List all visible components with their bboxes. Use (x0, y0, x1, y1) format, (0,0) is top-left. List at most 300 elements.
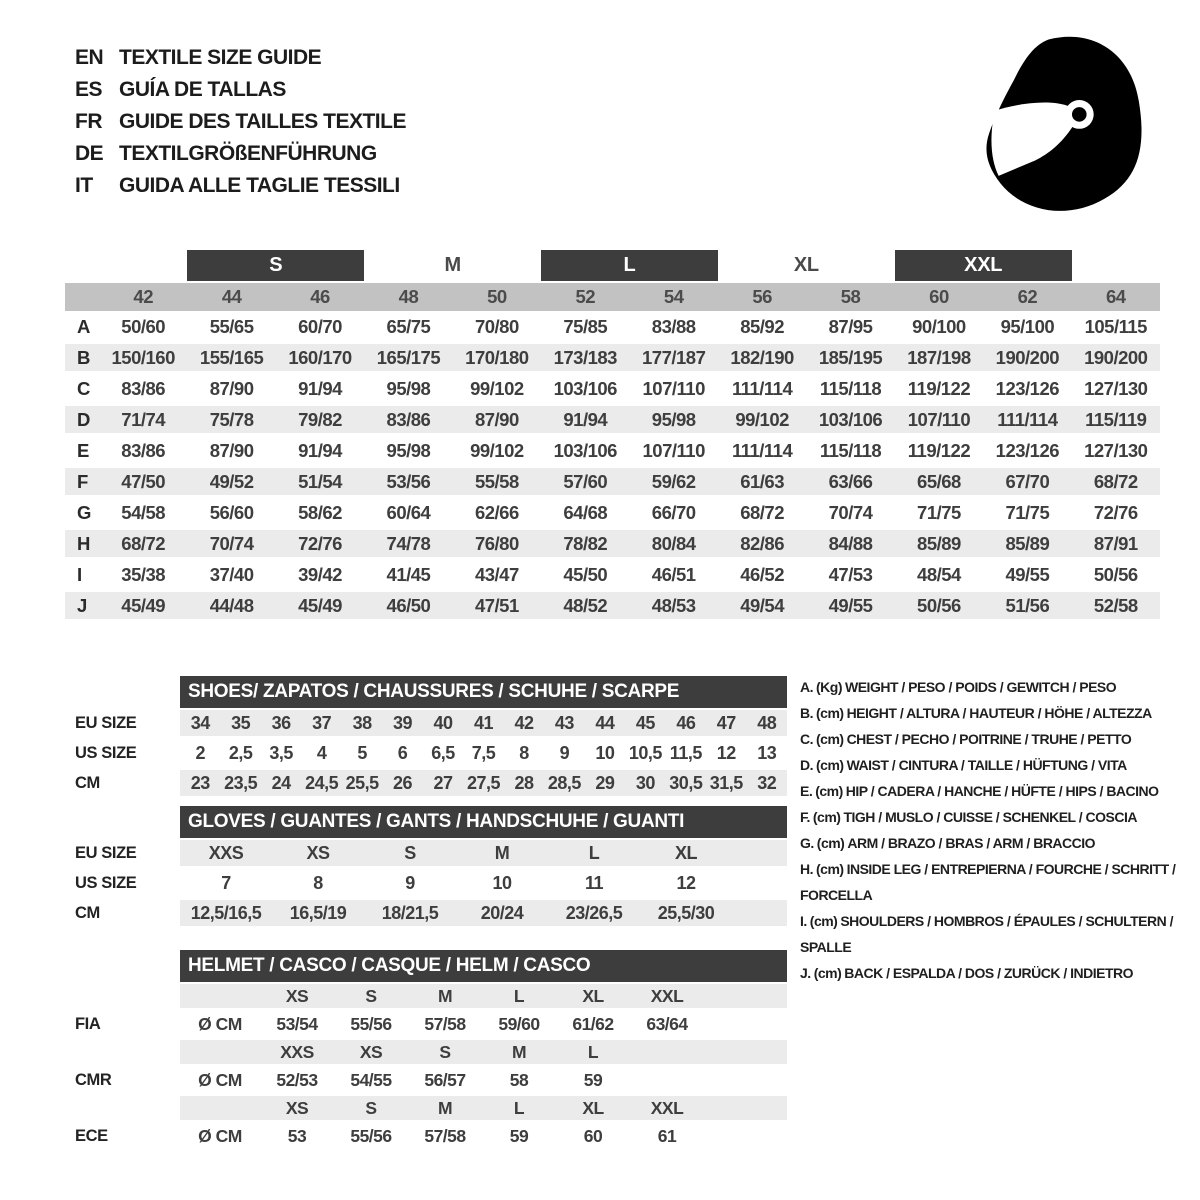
table-row (65, 435, 1160, 466)
table-cell: 9 (405, 872, 415, 893)
table-cell: 71/75 (917, 501, 961, 523)
legend-unit: (cm) (816, 835, 845, 851)
table-cell: 173/183 (553, 346, 617, 368)
legend-key: H. (800, 861, 813, 877)
row-values (180, 768, 787, 798)
legend-text: HIP / CADERA / HANCHE / HÜFTE / HIPS / BACINO (845, 783, 1159, 799)
size-group-header-row (65, 250, 1160, 281)
size-label: M (437, 1097, 453, 1118)
language-title: GUIDA ALLE TAGLIE TESSILI (119, 174, 400, 197)
table-cell: 165/175 (376, 346, 441, 368)
table-cell: 75/78 (209, 408, 254, 430)
table-cell: 53/56 (386, 470, 431, 492)
table-cell: 48/54 (917, 563, 961, 585)
gloves-table-rows (65, 838, 787, 928)
language-code: ES (75, 78, 103, 101)
table-cell: 6,5 (431, 742, 455, 763)
size-label: L (587, 1041, 599, 1062)
table-cell: 47/53 (828, 563, 873, 585)
racing-helmet-icon (963, 28, 1161, 220)
size-group-xxl: XXL (895, 250, 1072, 281)
table-cell: M (494, 842, 510, 863)
size-number-row (65, 283, 1160, 311)
table-cell: 62/66 (474, 501, 519, 523)
table-cell: 127/130 (1084, 439, 1148, 461)
language-title-row (75, 42, 406, 74)
table-cell: XS (306, 842, 330, 863)
size-label: L (513, 1097, 525, 1118)
row-label (65, 982, 180, 1010)
table-cell: 95/98 (386, 439, 431, 461)
table-cell: 12 (676, 872, 696, 893)
row-label (65, 1038, 180, 1066)
legend-text: ARM / BRAZO / BRAS / ARM / BRACCIO (847, 835, 1096, 851)
table-cell: 59 (509, 1125, 529, 1146)
table-cell: 53 (287, 1125, 307, 1146)
legend-key: J. (800, 965, 811, 981)
table-cell: 119/122 (907, 377, 971, 399)
language-code: EN (75, 46, 104, 69)
legend-text: BACK / ESPALDA / DOS / ZURÜCK / INDIETRO (844, 965, 1134, 981)
size-column-header: 60 (929, 286, 949, 307)
table-cell: 59/62 (651, 470, 696, 492)
row-values (180, 708, 787, 738)
helmet-values-row (65, 1010, 787, 1038)
size-group-m: M (444, 254, 461, 276)
table-cell: 27,5 (466, 772, 501, 793)
helmet-size-table (65, 950, 787, 1150)
table-cell: 71/75 (1005, 501, 1050, 523)
measurement-legend (800, 674, 1188, 986)
size-label: XL (582, 1097, 604, 1118)
table-cell: 31,5 (709, 772, 743, 793)
table-cell: 107/110 (642, 439, 705, 461)
table-cell: 68/72 (740, 501, 785, 523)
size-group-xl: XL (793, 254, 819, 276)
table-cell: 30 (635, 772, 655, 793)
table-cell: 57/58 (424, 1125, 466, 1146)
size-column-header: 42 (133, 286, 153, 307)
table-cell: 83/86 (121, 439, 166, 461)
table-cell: 44 (595, 712, 615, 733)
table-cell: 170/180 (465, 346, 529, 368)
row-label: EU SIZE (75, 843, 137, 862)
table-cell: 9 (559, 742, 570, 763)
table-cell: 11 (584, 872, 604, 893)
row-label (65, 1094, 180, 1122)
table-cell: 61 (657, 1125, 677, 1146)
table-cell: 84/88 (828, 532, 873, 554)
legend-key: F. (800, 809, 810, 825)
table-cell: 50/56 (1093, 563, 1138, 585)
legend-unit: (cm) (812, 809, 841, 825)
row-label: B (77, 346, 90, 368)
table-cell: 50/56 (917, 594, 961, 616)
table-cell: 51/54 (298, 470, 342, 492)
table-cell: 57/60 (563, 470, 608, 492)
legend-item (800, 830, 1188, 856)
table-cell: 65/75 (386, 315, 431, 337)
table-cell: 49/54 (740, 594, 785, 616)
row-label: US SIZE (75, 743, 137, 762)
table-cell: 29 (595, 772, 615, 793)
table-cell: 36 (271, 712, 291, 733)
table-row (65, 590, 1160, 621)
row-label: I (77, 563, 82, 585)
table-cell: 53/54 (276, 1013, 318, 1034)
row-label: EU SIZE (75, 713, 137, 732)
table-row (65, 404, 1160, 435)
table-cell: 123/126 (995, 439, 1060, 461)
legend-text: INSIDE LEG / ENTREPIERNA / FOURCHE / SCHRITT / FORCELLA (800, 861, 1176, 903)
table-cell: 55/56 (350, 1125, 392, 1146)
table-cell: 23/26,5 (565, 902, 623, 923)
table-cell: 52/53 (276, 1069, 318, 1090)
table-cell: L (588, 842, 600, 863)
table-cell: 107/110 (907, 408, 971, 430)
corner-cell (65, 283, 99, 311)
row-label: CMR (75, 1070, 112, 1089)
row-label: US SIZE (75, 873, 137, 892)
table-cell: 45/49 (121, 594, 166, 616)
legend-text: CHEST / PECHO / POITRINE / TRUHE / PETTO (846, 731, 1132, 747)
table-cell: 24,5 (305, 772, 339, 793)
row-label: H (77, 532, 90, 554)
table-cell: 85/92 (740, 315, 785, 337)
size-column-header: 46 (310, 286, 330, 307)
size-label: XS (285, 1097, 309, 1118)
row-values (180, 838, 787, 868)
table-cell: 23 (190, 772, 210, 793)
table-cell: 90/100 (912, 315, 966, 337)
legend-unit: (Kg) (816, 679, 842, 695)
legend-unit: (cm) (816, 861, 844, 877)
row-label: ECE (75, 1126, 108, 1145)
size-label: XXL (650, 985, 684, 1006)
table-cell: 25,5 (345, 772, 379, 793)
table-cell: 11,5 (669, 742, 702, 763)
table-cell: 85/89 (917, 532, 961, 554)
table-cell: 79/82 (298, 408, 342, 430)
helmet-values-row (65, 1122, 787, 1150)
table-cell: 42 (514, 712, 534, 733)
table-cell: 99/102 (470, 377, 524, 399)
table-cell: 39 (393, 712, 413, 733)
language-title-row (75, 74, 406, 106)
unit-label: Ø CM (198, 1013, 242, 1034)
legend-unit: (cm) (809, 913, 838, 929)
table-cell: 83/86 (386, 408, 431, 430)
table-cell: 8 (519, 742, 529, 763)
table-cell: 7 (221, 872, 231, 893)
table-cell: 10 (492, 872, 512, 893)
unit-label: Ø CM (198, 1069, 242, 1090)
table-cell: 64/68 (563, 501, 608, 523)
table-cell (630, 1066, 704, 1094)
legend-key: A. (800, 679, 813, 695)
row-label: D (77, 408, 90, 430)
table-cell: 57/58 (424, 1013, 466, 1034)
table-cell: 45 (635, 712, 655, 733)
table-cell (180, 1096, 260, 1120)
table-cell: 58 (509, 1069, 529, 1090)
table-cell: 28,5 (547, 772, 581, 793)
row-label: A (77, 315, 90, 337)
table-cell: 49/52 (209, 470, 254, 492)
table-cell: 45/50 (563, 563, 608, 585)
row-label: F (77, 470, 88, 492)
table-cell: 91/94 (298, 439, 342, 461)
table-cell: 8 (313, 872, 323, 893)
table-cell: 10 (595, 742, 615, 763)
table-cell: 55/56 (350, 1013, 392, 1034)
table-cell: 46/50 (386, 594, 431, 616)
table-cell: 55/65 (209, 315, 254, 337)
table-cell: 2,5 (228, 742, 253, 763)
language-code: DE (75, 142, 104, 165)
helmet-table-title: HELMET / CASCO / CASQUE / HELM / CASCO (180, 950, 787, 982)
table-cell: 16,5/19 (289, 902, 347, 923)
table-cell: 56/60 (209, 501, 254, 523)
table-cell: 23,5 (224, 772, 258, 793)
table-cell: 105/115 (1084, 315, 1147, 337)
table-cell: 41/45 (386, 563, 431, 585)
table-cell: 61/62 (572, 1013, 614, 1034)
size-column-header: 50 (487, 286, 507, 307)
table-cell: 155/165 (199, 346, 264, 368)
table-row (65, 708, 787, 738)
table-cell: 32 (757, 772, 777, 793)
table-row (65, 898, 787, 928)
size-label: XS (359, 1041, 383, 1062)
table-cell: 83/86 (121, 377, 166, 399)
table-cell: 46/52 (740, 563, 785, 585)
table-cell: 60/70 (298, 315, 342, 337)
table-cell: 37/40 (209, 563, 254, 585)
table-cell: 12,5/16,5 (190, 902, 262, 923)
language-title-row (75, 170, 406, 202)
table-cell: 87/91 (1093, 532, 1138, 554)
table-cell: 4 (316, 742, 327, 763)
table-cell: 70/74 (828, 501, 873, 523)
helmet-values-row (65, 1066, 787, 1094)
table-cell: 80/84 (651, 532, 696, 554)
table-cell: XL (674, 842, 697, 863)
size-group-s: S (187, 250, 364, 281)
table-cell: 47 (716, 712, 736, 733)
measurement-rows (65, 311, 1160, 621)
language-title-row (75, 106, 406, 138)
language-title: TEXTILGRÖßENFÜHRUNG (119, 142, 377, 165)
table-row (65, 738, 787, 768)
legend-key: C. (800, 731, 813, 747)
table-cell: 63/66 (828, 470, 873, 492)
size-label: S (365, 1097, 377, 1118)
table-cell: 2 (195, 742, 205, 763)
table-cell: 60/64 (386, 501, 431, 523)
table-cell: 103/106 (818, 408, 883, 430)
table-cell: 59/60 (498, 1013, 540, 1034)
helmet-sizes-row (65, 1094, 787, 1122)
row-values (180, 868, 787, 898)
size-label: XL (582, 985, 604, 1006)
legend-key: D. (800, 757, 813, 773)
row-label: CM (75, 903, 100, 922)
table-cell: 160/170 (288, 346, 352, 368)
legend-item (800, 726, 1188, 752)
table-cell: 123/126 (995, 377, 1060, 399)
shoes-size-table (65, 676, 787, 798)
row-values (180, 738, 787, 768)
size-label: XS (285, 985, 309, 1006)
size-column-header: 48 (398, 286, 419, 307)
size-label: XXL (650, 1097, 684, 1118)
row-values (180, 1066, 787, 1094)
size-label (630, 1040, 704, 1064)
legend-item (800, 700, 1188, 726)
row-label: E (77, 439, 89, 461)
row-values (180, 1122, 787, 1150)
table-cell: 41 (473, 712, 493, 733)
table-cell: 111/114 (997, 408, 1058, 430)
legend-key: E. (800, 783, 813, 799)
table-cell: 76/80 (474, 532, 519, 554)
row-values (180, 1038, 787, 1066)
table-cell: 115/118 (819, 439, 882, 461)
legend-unit: (cm) (816, 757, 844, 773)
language-title-row (75, 138, 406, 170)
table-cell: 37 (312, 712, 332, 733)
size-group-l: L (541, 250, 718, 281)
helmet-sizes-row (65, 1038, 787, 1066)
table-cell: 7,5 (471, 742, 496, 763)
table-cell: 187/198 (907, 346, 971, 368)
table-cell: 39/42 (298, 563, 342, 585)
table-cell: 111/114 (731, 439, 793, 461)
legend-key: B. (800, 705, 813, 721)
table-cell: 48/53 (651, 594, 696, 616)
table-cell: 48 (757, 712, 777, 733)
table-cell: 26 (393, 772, 413, 793)
size-column-header: 52 (575, 286, 596, 307)
table-cell: 49/55 (1005, 563, 1050, 585)
table-cell: 72/76 (1093, 501, 1138, 523)
table-row (65, 311, 1160, 342)
table-cell: 67/70 (1005, 470, 1050, 492)
table-cell: 68/72 (121, 532, 166, 554)
table-cell: 52/58 (1093, 594, 1138, 616)
size-column-header: 64 (1105, 286, 1126, 307)
table-cell: 5 (357, 742, 367, 763)
language-title: GUÍA DE TALLAS (119, 78, 286, 101)
table-cell: 54/55 (350, 1069, 392, 1090)
table-cell: 12 (716, 742, 736, 763)
table-cell: 47/50 (121, 470, 166, 492)
table-cell: 59 (583, 1069, 603, 1090)
table-cell: S (404, 842, 416, 863)
table-cell: 35 (231, 712, 251, 733)
table-row (65, 838, 787, 868)
table-cell: 78/82 (563, 532, 608, 554)
row-label: J (77, 594, 87, 616)
table-cell: 27 (433, 772, 453, 793)
language-code: IT (75, 174, 93, 197)
table-cell: 87/95 (828, 315, 873, 337)
table-cell: 3,5 (269, 742, 293, 763)
table-cell: 50/60 (121, 315, 166, 337)
legend-key: I. (800, 913, 807, 929)
table-cell: 63/64 (646, 1013, 688, 1034)
legend-unit: (cm) (813, 965, 842, 981)
table-cell: 91/94 (563, 408, 608, 430)
row-values (180, 898, 787, 928)
legend-key: G. (800, 835, 814, 851)
table-cell: 95/98 (651, 408, 696, 430)
table-cell: 40 (433, 712, 453, 733)
table-cell: 85/89 (1005, 532, 1050, 554)
table-cell: 127/130 (1084, 377, 1148, 399)
table-cell: 18/21,5 (381, 902, 439, 923)
table-cell: 13 (757, 742, 777, 763)
language-title: TEXTILE SIZE GUIDE (119, 46, 322, 69)
table-cell: 87/90 (474, 408, 519, 430)
table-cell: 49/55 (828, 594, 873, 616)
legend-item (800, 856, 1188, 908)
table-cell: 115/118 (819, 377, 882, 399)
row-label: CM (75, 773, 100, 792)
table-cell: 38 (352, 712, 372, 733)
table-cell: 44/48 (209, 594, 254, 616)
table-cell: 60 (583, 1125, 603, 1146)
table-cell: 47/51 (474, 594, 519, 616)
table-cell: 115/119 (1085, 408, 1147, 430)
table-cell: 24 (271, 772, 291, 793)
gloves-table-title: GLOVES / GUANTES / GANTS / HANDSCHUHE / GUANTI (180, 806, 787, 838)
legend-item (800, 960, 1188, 986)
table-cell: 91/94 (298, 377, 342, 399)
table-cell: 45/49 (298, 594, 342, 616)
size-column-header: 54 (663, 286, 684, 307)
size-label: M (437, 985, 453, 1006)
table-cell: 70/74 (209, 532, 254, 554)
row-values (180, 982, 787, 1010)
size-column-header: 62 (1017, 286, 1038, 307)
table-row (65, 768, 787, 798)
table-row (65, 497, 1160, 528)
table-cell: 111/114 (731, 377, 793, 399)
table-cell: 34 (190, 712, 210, 733)
row-label: C (77, 377, 90, 399)
table-cell: 87/90 (209, 377, 254, 399)
table-cell: 150/160 (111, 346, 175, 368)
unit-label: Ø CM (198, 1125, 242, 1146)
row-values (180, 1010, 787, 1038)
legend-item (800, 908, 1188, 960)
table-cell: 99/102 (470, 439, 524, 461)
table-row (65, 466, 1160, 497)
language-title-list (75, 42, 406, 202)
table-cell: 55/58 (474, 470, 519, 492)
row-label: G (77, 501, 91, 523)
size-label: S (439, 1041, 451, 1062)
table-cell: 103/106 (553, 439, 617, 461)
legend-item (800, 752, 1188, 778)
legend-text: WAIST / CINTURA / TAILLE / HÜFTUNG / VITA (846, 757, 1127, 773)
legend-unit: (cm) (816, 705, 844, 721)
table-row (65, 342, 1160, 373)
table-cell: 54/58 (121, 501, 166, 523)
legend-item (800, 674, 1188, 700)
